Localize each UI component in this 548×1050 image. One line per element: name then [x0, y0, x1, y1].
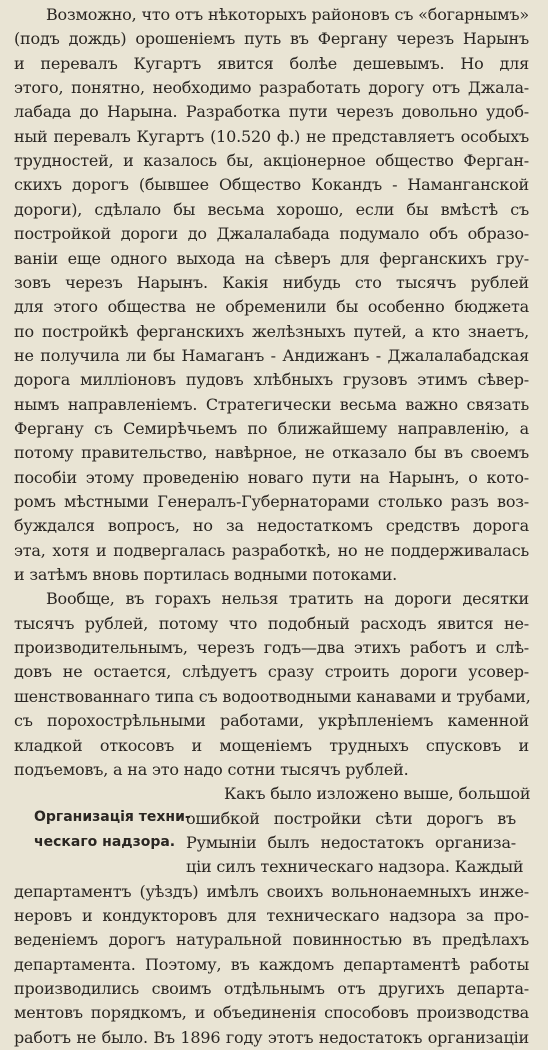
- text-line: дороги), сдѣлало бы весьма хорошо, если бы вмѣстѣ съ: [14, 199, 529, 219]
- text-line: веденіемъ дорогъ натуральной повинностью въ предѣлахъ: [14, 930, 529, 950]
- text-line: этого, понятно, необходимо разработать дорогу отъ Джала-: [14, 78, 529, 98]
- text-line: департамента. Поэтому, въ каждомъ департаментѣ работы: [14, 954, 529, 974]
- text-line: ный перевалъ Кугартъ (10.520 ф.) не представляетъ особыхъ: [14, 126, 529, 146]
- text-line: постройкой дороги до Джалалабада подумало объ образо-: [14, 224, 529, 244]
- text-line: дорога милліоновъ пудовъ хлѣбныхъ грузовъ этимъ сѣвер-: [14, 370, 529, 390]
- text-line: потому правительство, навѣрное, не отказало бы въ своемъ: [14, 443, 529, 463]
- text-line: не получила ли бы Намаганъ - Андижанъ - Джалалабадская: [14, 345, 529, 365]
- text-line: работъ не было. Въ 1896 году этотъ недостатокъ организаціи: [14, 1027, 529, 1047]
- text-line: тысячъ рублей, потому что подобный расходъ явится не-: [14, 613, 529, 633]
- text-line: довъ не остается, слѣдуетъ сразу строить дороги усовер-: [14, 662, 529, 682]
- section-heading: Организація техни-: [34, 809, 191, 826]
- text-line: кладкой откосовъ и мощеніемъ трудныхъ спусковъ и: [14, 735, 529, 755]
- text-line: шенствованнаго типа съ водоотводными канавами и трубами,: [14, 686, 531, 706]
- text-line: Румыніи былъ недостатокъ организа-: [186, 832, 516, 852]
- text-line: нымъ направленіемъ. Стратегически весьма важно связать: [14, 394, 529, 414]
- text-line: по постройкѣ ферганскихъ желѣзныхъ путей, а кто знаетъ,: [14, 321, 529, 341]
- text-line: Фергану съ Семирѣчьемъ по ближайшему направленію, а: [14, 418, 529, 438]
- text-line: Возможно, что отъ нѣкоторыхъ районовъ съ «богарнымъ»: [46, 5, 529, 24]
- text-line: для этого общества не обременили бы особенно бюджета: [14, 297, 529, 317]
- text-line: Вообще, въ горахъ нельзя тратить на дороги десятки: [46, 589, 529, 609]
- text-line: подъемовъ, а на это надо сотни тысячъ рублей.: [14, 759, 409, 779]
- section-heading-continued: ческаго надзора.: [34, 833, 176, 850]
- text-line: и затѣмъ вновь портилась водными потоками.: [14, 565, 398, 585]
- text-line: ошибкой постройки сѣти дорогъ въ: [186, 808, 516, 828]
- text-line: эта, хотя и подвергалась разработкѣ, но не поддерживалась: [14, 540, 529, 560]
- text-line: зовъ черезъ Нарынъ. Какія нибудь сто тысячъ рублей: [14, 272, 529, 292]
- text-line: лабада до Нарына. Разработка пути черезъ довольно удоб-: [14, 102, 529, 122]
- text-line: съ порохострѣльными работами, укрѣпленіемъ каменной: [14, 711, 529, 731]
- text-line: ромъ мѣстными Генералъ-Губернаторами столько разъ воз-: [14, 492, 529, 511]
- text-line: ментовъ порядкомъ, и объединенія способовъ производства: [14, 1003, 529, 1023]
- text-line: скихъ дорогъ (бывшее Общество Кокандъ - Наманганской: [14, 175, 529, 195]
- text-line: производительнымъ, черезъ годъ—два этихъ работъ и слѣ-: [14, 638, 529, 658]
- text-line: ціи силъ техническаго надзора. Каждый: [186, 857, 524, 877]
- text-line: (подъ дождь) орошеніемъ путь въ Фергану черезъ Нарынъ: [14, 29, 529, 49]
- text-line: ваніи еще одного выхода на сѣверъ для ферганскихъ гру-: [14, 248, 529, 268]
- text-line: пособіи этому проведенію новаго пути на Нарынъ, о котo-: [14, 467, 529, 487]
- text-line: и перевалъ Кугартъ явится болѣе дешевымъ. Но для: [14, 53, 529, 73]
- text-line: производились своимъ отдѣльнымъ отъ другихъ департа-: [14, 979, 529, 998]
- text-line: Какъ было изложено выше, большой: [224, 784, 531, 804]
- text-line: департаментъ (уѣздъ) имѣлъ своихъ вольнонаемныхъ инже-: [14, 881, 529, 901]
- text-line: трудностей, и казалось бы, акціонерное общество Ферган-: [14, 151, 529, 171]
- text-line: буждался вопросъ, но за недостаткомъ средствъ дорога: [14, 516, 529, 536]
- text-line: неровъ и кондукторовъ для техническаго надзора за про-: [14, 905, 529, 925]
